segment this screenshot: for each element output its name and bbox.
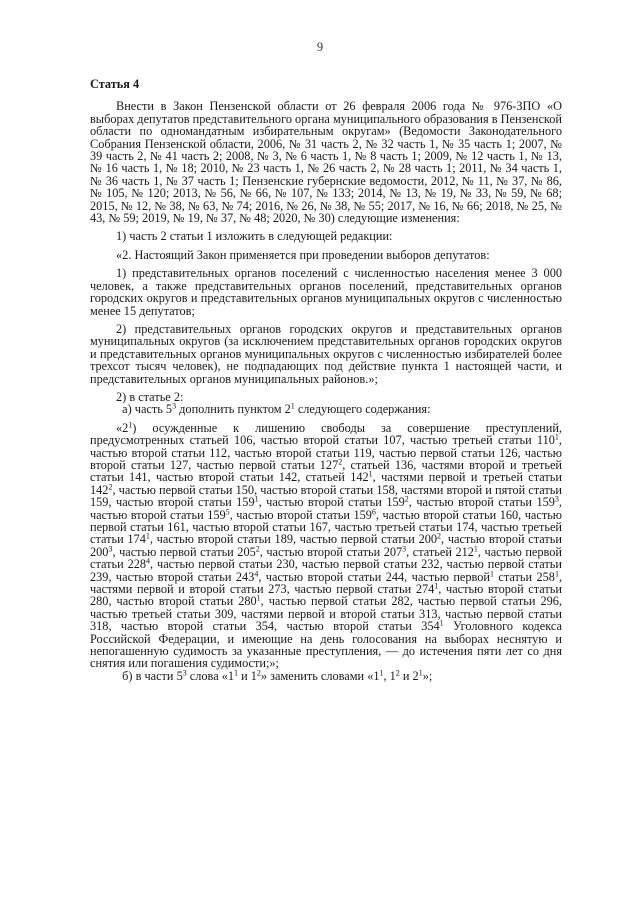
document-body — [90, 78, 562, 682]
paragraph: «$2^1$) осужденные к лишению свободы за совершение преступлений, предусмотренных статьей 106, частью второй статьи 107, частью третьей статьи $110^1$, частью второй статьи 112, частью второй статьи 119, частью первой статьи 126, частью второй статьи 127, частью первой статьи $127^2$, статьей 136, частями второй и третьей статьи 141, частью второй статьи 142, статьей $142^1$, частями первой и третьей статьи $142^2$, частью первой статьи 150, частью второй статьи 158, частями второй и пятой статьи 159, частью второй статьи $159^1$, частью второй статьи $159^2$, частью второй статьи $159^3$, частью второй статьи $159^5$, частью второй статьи $159^6$, частью второй статьи 160, частью первой статьи 161, частью второй статьи 167, частью третьей статьи 174, частью третьей статьи $174^1$, частью второй статьи 189, частью первой статьи $200^2$, частью второй статьи $200^3$, частью первой статьи $205^2$, частью второй статьи $207^3$, статьей $212^1$, частью первой статьи $228^4$, частью первой статьи 230, частью первой статьи 232, частью первой статьи 239, частью второй статьи $243^4$, частью второй статьи 244, частью первой$^1$ статьи $258^1$, частями первой и второй статьи 273, частью первой статьи $274^1$, частью второй статьи 280, частью второй статьи $280^1$, частью первой статьи 282, частью первой статьи 296, частью третьей статьи 309, частями первой и второй статьи 313, частью первой статьи 318, частью второй статьи 354, частью второй статьи $354^1$ Уголовного кодекса Российской Федерации, и имеющие на день голосования на выборах неснятую и непогашенную судимость за указанные преступления, — до истечения пяти лет со дня снятия или погашения судимости;»; — [90, 420, 563, 671]
paragraph: 2) представительных органов городских округов и представительных органов муниципальных округов (за исключением представительных органов городских округов и представительных органов муниципальных округов с численностью избирателей более трехсот тысяч человек), не подпадающих под действие пункта 1 настоящей части, и представительных органов муниципальных районов.»; — [90, 321, 562, 386]
paragraph: 1) часть 2 статьи 1 изложить в следующей редакции: — [116, 229, 393, 244]
page-number: 9 — [316, 40, 324, 54]
paragraph: а) часть $5^3$ дополнить пунктом $2^1$ следующего содержания: — [116, 401, 431, 417]
article-heading: Статья 4 — [90, 77, 140, 91]
paragraph: б) в части $5^3$ слова «$1^1$ и $1^2$» заменить словами «$1^1$, $1^2$ и $2^1$»; — [116, 668, 433, 683]
paragraph: Внести в Закон Пензенской области от 26 февраля 2006 года № 976-ЗПО «О выборах депутатов представительного органа муниципального образования в Пензенской области по одномандатным избирательным округам» (Ведомости Законодательного Собрания Пензенской области, 2006, № 31 часть 2, № 32 часть 1, № 35 часть 1; 2007, № 39 часть 2, № 41 часть 2; 2008, № 3, № 6 часть 1, № 8 часть 1; 2009, № 12 часть 1, № 13, № 16 часть 1, № 18; 2010, № 23 часть 1, № 26 часть 2, № 28 часть 1; 2011, № 34 часть 1, № 36 часть 1, № 37 часть 1; Пензенские губернские ведомости, 2012, № 11, № 37, № 86, № 105, № 120; 2013, № 56, № 66, № 107, № 133; 2014, № 13, № 19, № 33, № 59, № 68; 2015, № 12, № 38, № 63, № 74; 2016, № 26, № 38, № 55; 2017, № 16, № 66; 2018, № 25, № 43, № 59; 2019, № 19, № 37, № 48; 2020, № 30) следующие изменения: — [90, 99, 562, 226]
paragraph-list — [90, 100, 562, 682]
paragraph: 2) в статье 2: — [116, 389, 184, 404]
paragraph: «2. Настоящий Закон применяется при проведении выборов депутатов: — [116, 247, 490, 262]
paragraph: 1) представительных органов поселений с численностью населения менее 3 000 человек, а также представительных органов поселений, представительных органов городских округов и представительных органов муниципальных округов с численностью менее 15 депутатов; — [90, 266, 562, 318]
